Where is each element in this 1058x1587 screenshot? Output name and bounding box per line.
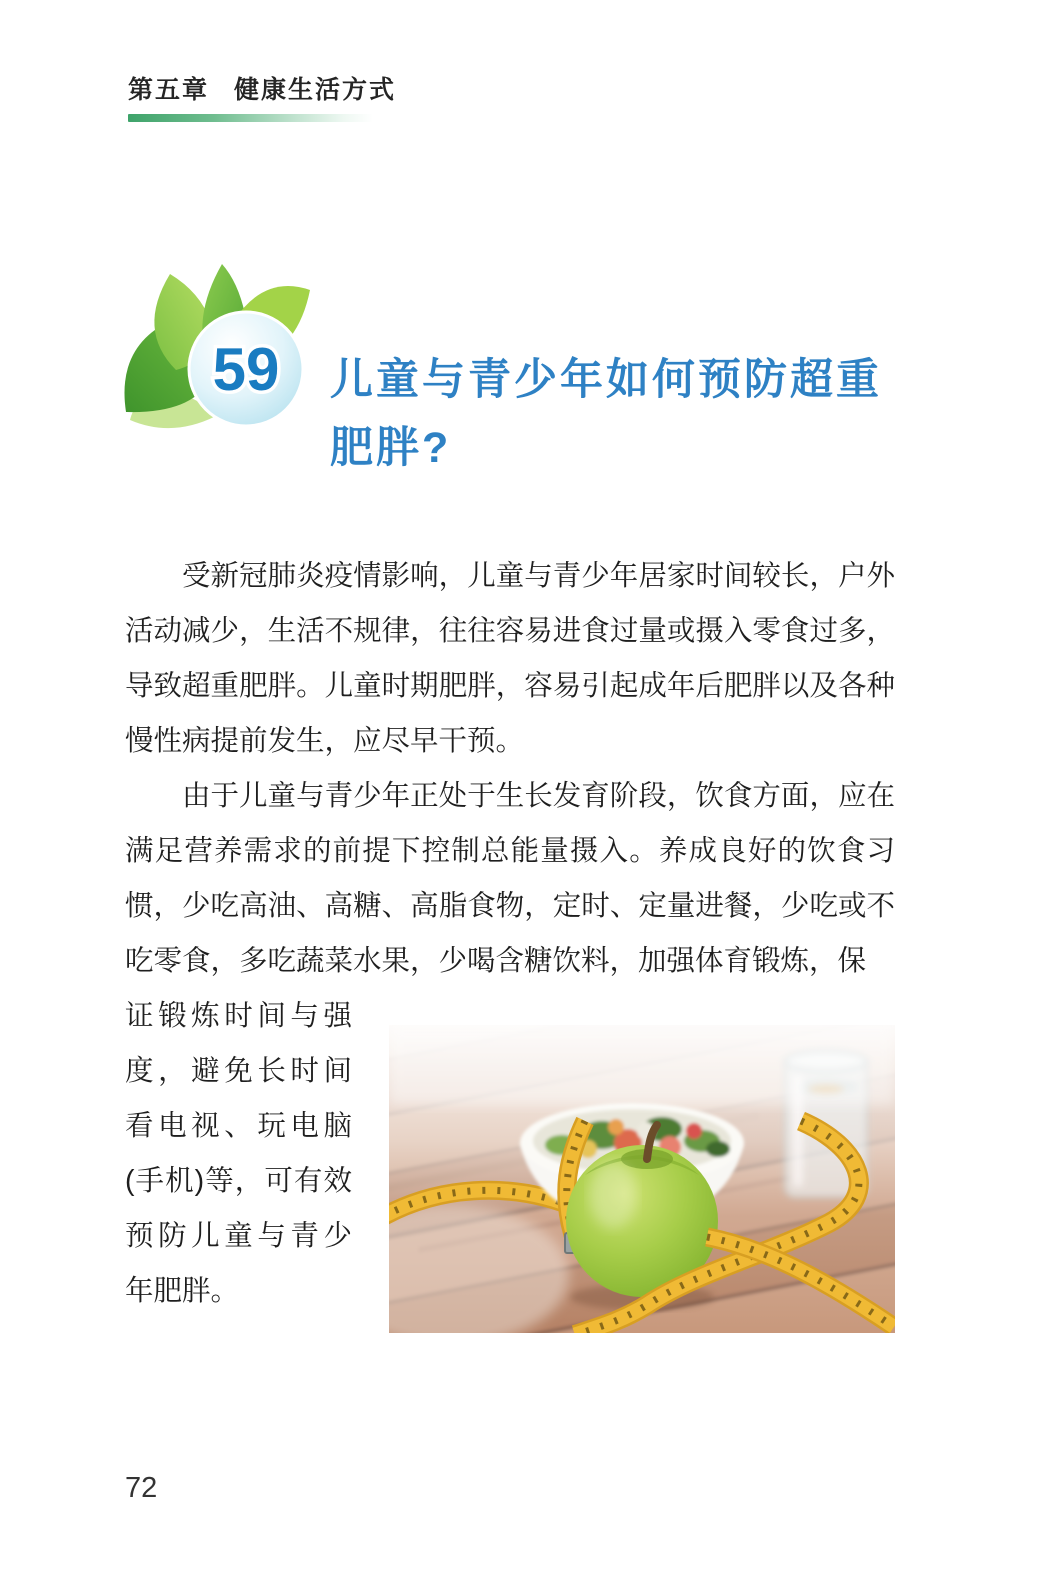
chapter-title: 健康生活方式 [234,76,397,104]
healthy-food-photo [389,1025,895,1333]
leaf-logo [114,238,324,443]
page-number: 72 [125,1472,158,1504]
question-number: 59 [212,336,280,403]
question-title: 儿童与青少年如何预防超重肥胖? [330,356,882,472]
chapter-underline [128,114,373,122]
article-body [125,549,895,1333]
chapter-number: 第五章 [128,76,210,104]
paragraph: 由于儿童与青少年正处于生长发育阶段，饮食方面，应在满足营养需求的前提下控制总能量摄入。养成良好的饮食习惯，少吃高油、高糖、高脂食物，定时、定量进餐，少吃或不吃零食，多吃蔬菜水果，少喝含糖饮料，加强体育锻炼，保 [125,780,895,977]
text-and-photo-row [125,989,895,1333]
paragraph-wrapped-column: 证锻炼时间与强度，避免长时间看电视、玩电脑(手机)等，可有效预防儿童与青少年肥胖。 [125,1000,352,1307]
paragraph: 受新冠肺炎疫情影响，儿童与青少年居家时间较长，户外活动减少，生活不规律，往往容易进食过量或摄入零食过多，导致超重肥胖。儿童时期肥胖，容易引起成年后肥胖以及各种慢性病提前发生，应尽早干预。 [125,560,895,757]
chapter-header [128,70,396,106]
